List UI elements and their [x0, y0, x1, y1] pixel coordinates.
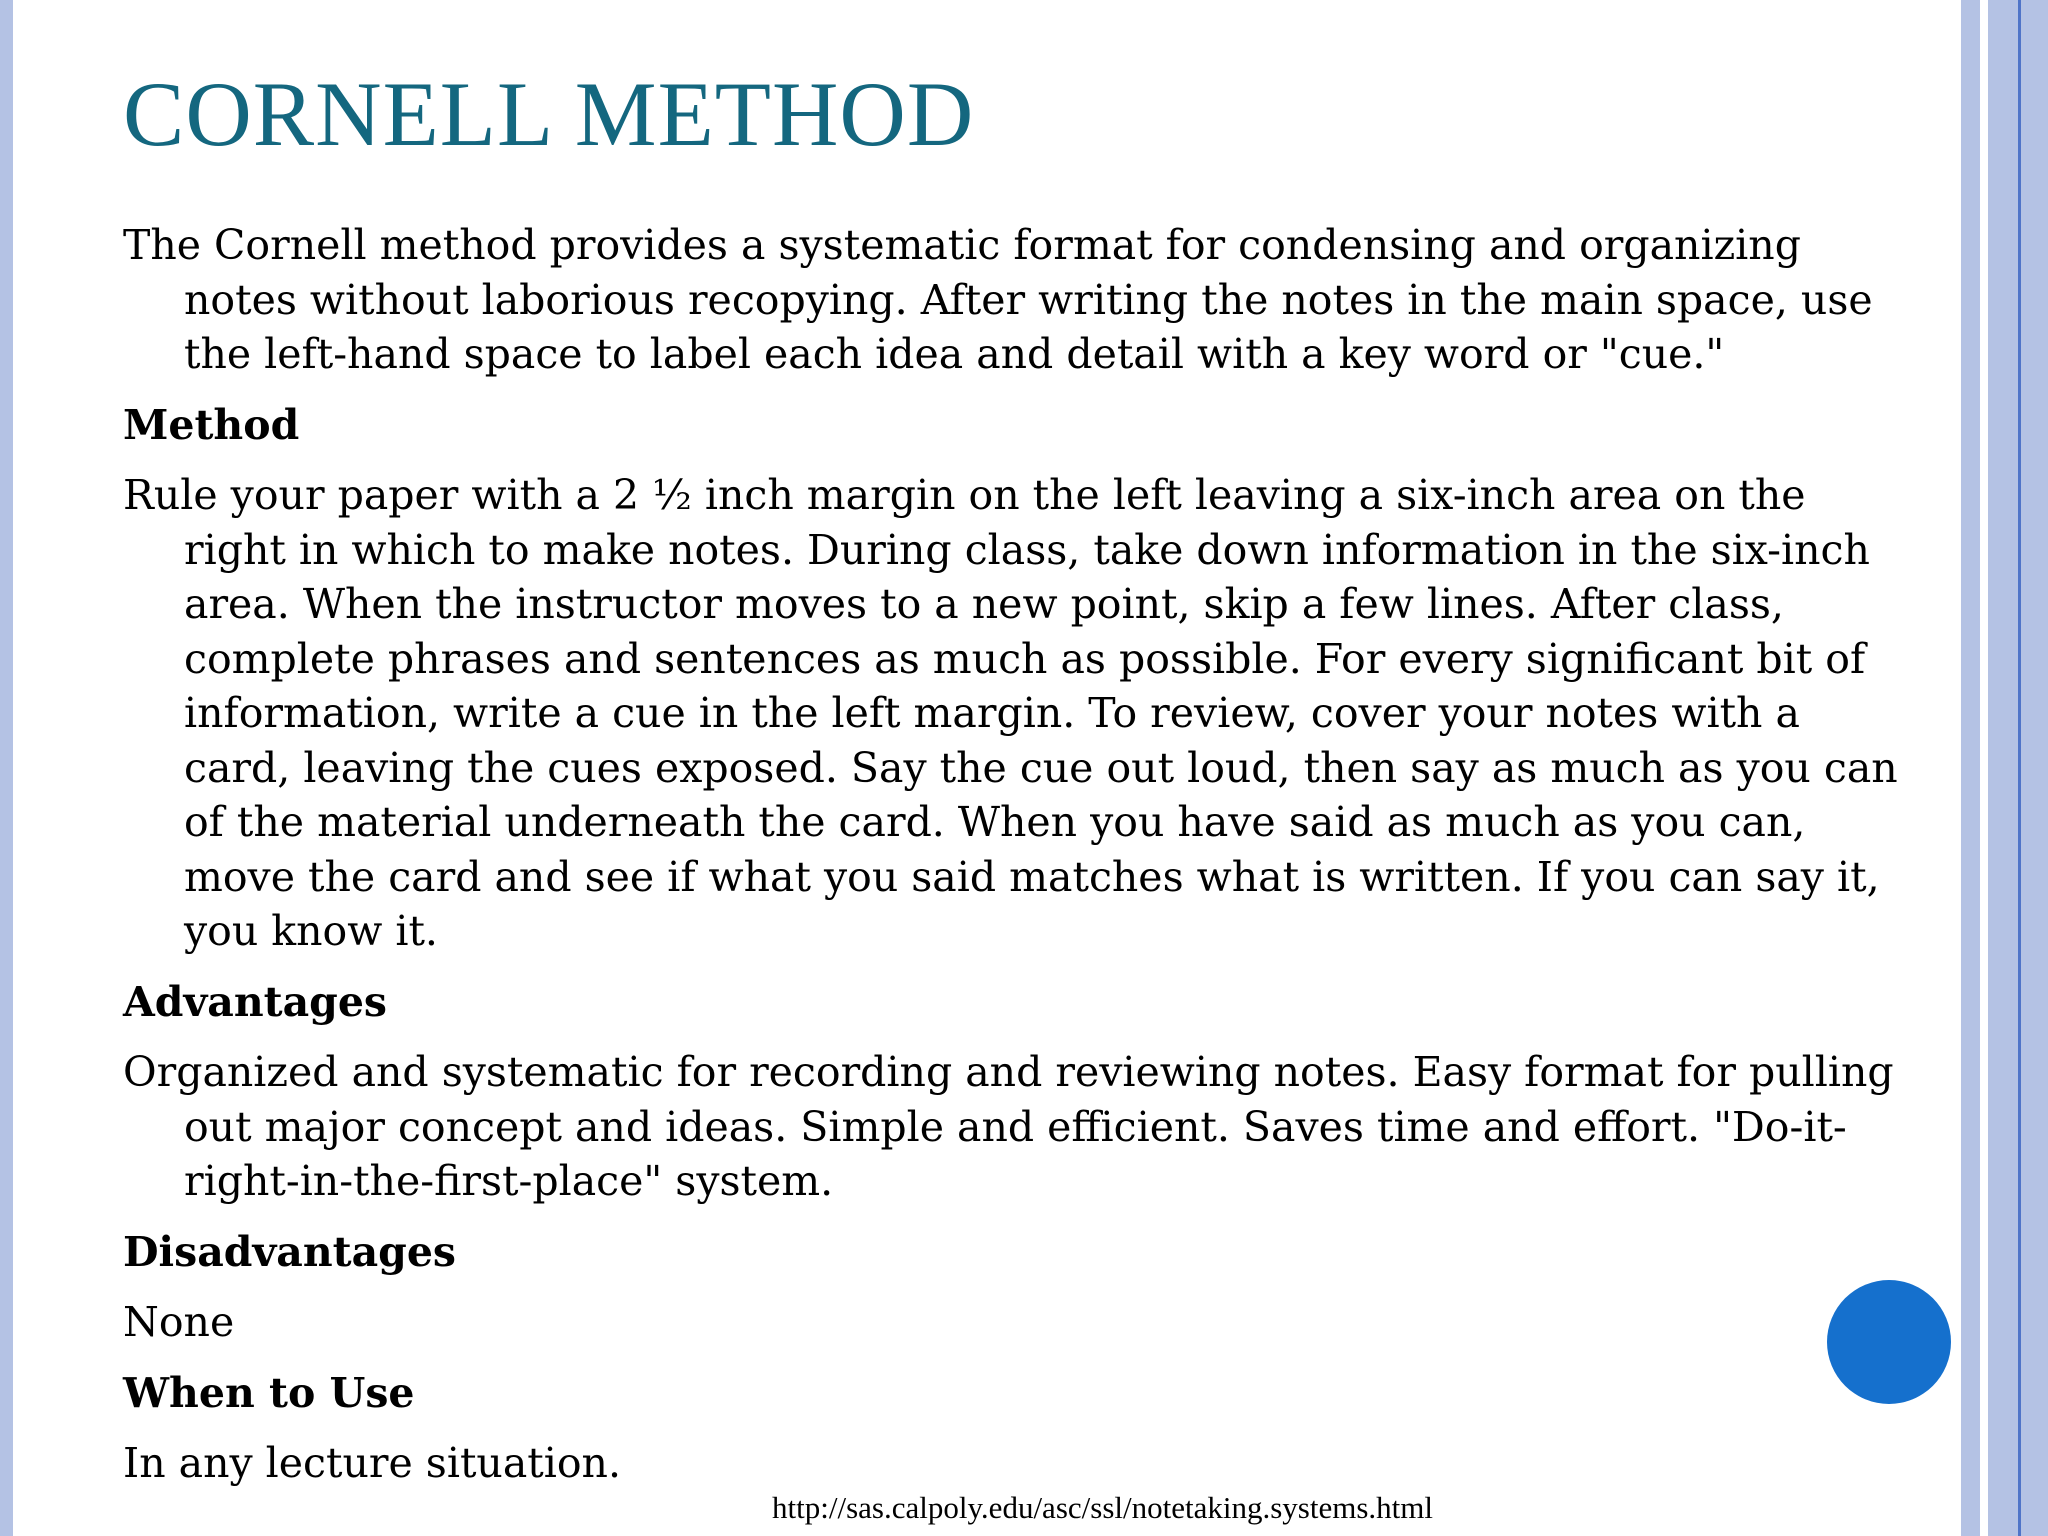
- intro-paragraph: The Cornell method provides a systematic format for condensing and organizing notes without laborious recopying. After writing the notes in the main space, use the left-hand space to label each idea and detail with a key word or "cue.": [123, 221, 1873, 378]
- advantages-heading: Advantages: [123, 977, 388, 1026]
- disadvantages-body: None: [123, 1298, 235, 1346]
- advantages-body: Organized and systematic for recording and reviewing notes. Easy format for pulling out major concept and ideas. Simple and efficient. Saves time and effort. "Do-it-right-in-the-first-place" system.: [123, 1048, 1894, 1205]
- source-url: http://sas.calpoly.edu/asc/ssl/notetaking.systems.html: [772, 1490, 1433, 1525]
- method-body: Rule your paper with a 2 ½ inch margin on the left leaving a six-inch area on the right in which to make notes. During class, take down information in the six-inch area. When the instructor moves to a new point, skip a few lines. After class, complete phrases and sentences as much as possible. For every significant bit of information, write a cue in the left margin. To review, cover your notes with a card, leaving the cues exposed. Say the cue out loud, then say as much as you can of the material underneath the card. When you have said as much as you can, move the card and see if what you said matches what is written. If you can say it, you know it.: [123, 471, 1898, 955]
- right-border-band: [1963, 0, 1980, 1536]
- disadvantages-heading: Disadvantages: [123, 1227, 456, 1276]
- right-border-gap: [1980, 0, 1988, 1536]
- right-border-accent-line: [2018, 0, 2021, 1536]
- decorative-circle: [1827, 1280, 1951, 1404]
- when-to-use-body: In any lecture situation.: [123, 1439, 621, 1487]
- method-heading: Method: [123, 400, 300, 449]
- when-to-use-heading: When to Use: [123, 1368, 415, 1417]
- slide-content: [123, 218, 1903, 1507]
- left-border-decoration: [0, 0, 13, 1536]
- slide-title: CORNELL METHOD: [123, 63, 975, 165]
